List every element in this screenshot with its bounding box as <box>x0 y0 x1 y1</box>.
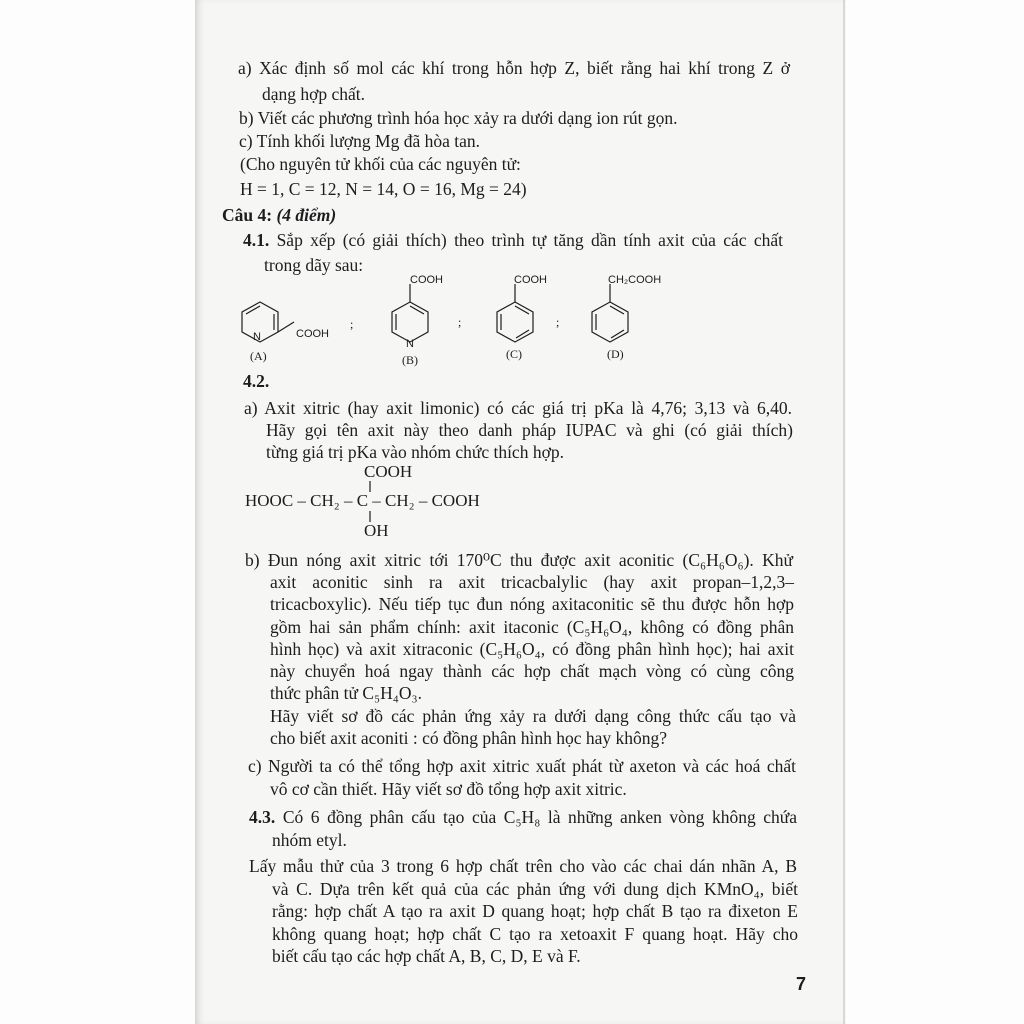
q43-line-1 <box>249 806 797 828</box>
q43-line-2: nhóm etyl. <box>272 830 347 850</box>
q43-para-line-5: biết cấu tạo các hợp chất A, B, C, D, E và F. <box>272 946 581 966</box>
part-a-line-2: dạng hợp chất. <box>262 84 366 104</box>
q41-number: 4.1. <box>243 230 270 250</box>
q43-number: 4.3. <box>249 807 276 827</box>
benzene-ring-c <box>497 302 533 342</box>
q42-b-line-1: b) Đun nóng axit xitric tới 170⁰C thu được axit aconitic (C₆H₆O₆). Khử <box>245 550 793 570</box>
q43-para-line-3: rằng: hợp chất A tạo ra axit D quang hoạt; hợp chất B tạo ra đixeton E <box>272 901 798 921</box>
formula-main: HOOC – CH₂ – C – CH₂ – COOH <box>245 491 480 510</box>
benzene-ring-d <box>592 302 628 342</box>
group-d: CH₂COOH <box>608 274 662 286</box>
q42-b-line-2: axit aconitic sinh ra axit tricacbalylic (hay axit propan–1,2,3– <box>270 572 794 592</box>
separator-3: ; <box>556 315 560 329</box>
q42-b-line-6: này chuyển hoá ngay thành các hợp chất mạch vòng có cùng công <box>270 661 794 681</box>
q42-b-line-5: hình học) và axit xitraconic (C₅H₆O₄, có đồng phân hình học); hai axit <box>270 639 794 659</box>
label-a: (A) <box>250 349 267 363</box>
q43-text: Có 6 đồng phân cấu tạo của C₅H₈ là những anken vòng không chứa <box>282 807 798 827</box>
q42-number: 4.2. <box>243 371 270 391</box>
formula-top: COOH <box>364 462 413 481</box>
pyridine-ring-b <box>392 302 428 342</box>
separator-1: ; <box>350 317 354 331</box>
note-line-1: (Cho nguyên tử khối của các nguyên tử: <box>240 154 521 174</box>
atom-n-a: N <box>253 331 261 343</box>
q42-b-line-7: thức phân tử C₅H₄O₃. <box>270 683 422 703</box>
question-4-label: Câu 4: <box>222 205 273 225</box>
q43-para-line-4: không quang hoạt; hợp chất C tạo ra xetoaxit F quang hoạt. Hãy cho <box>272 924 798 944</box>
part-a-line-1: a) Xác định số mol các khí trong hỗn hợp Z, biết rằng hai khí trong Z ở <box>238 58 790 78</box>
group-c: COOH <box>514 274 547 286</box>
q43-para-line-2: và C. Dựa trên kết quả của các phản ứng với dung dịch KMnO₄, biết <box>272 879 798 899</box>
question-4-points: (4 điểm) <box>276 205 337 225</box>
note-line-2: H = 1, C = 12, N = 14, O = 16, Mg = 24) <box>240 179 527 199</box>
label-d: (D) <box>607 347 624 361</box>
q42-a-line-2: Hãy gọi tên axit này theo danh pháp IUPAC và ghi (có giải thích) <box>266 420 793 440</box>
page-number: 7 <box>796 974 807 994</box>
q41-text: Sắp xếp (có giải thích) theo trình tự tăng dần tính axit của các chất <box>276 230 784 250</box>
q42-a-line-1: a) Axit xitric (hay axit limonic) có các giá trị pKa là 4,76; 3,13 và 6,40. <box>244 398 792 418</box>
part-c: c) Tính khối lượng Mg đã hòa tan. <box>239 131 481 151</box>
question-4-heading <box>222 204 336 226</box>
q42-b-line-3: tricacboxylic). Nếu tiếp tục đun nóng axitaconitic sẽ thu được hỗn hợp <box>270 594 794 614</box>
group-b: COOH <box>410 274 443 286</box>
acid-structures <box>220 272 720 368</box>
q42-c-line-2: vô cơ cần thiết. Hãy viết sơ đồ tổng hợp axit xitric. <box>270 779 627 799</box>
label-c: (C) <box>506 347 522 361</box>
label-b: (B) <box>402 353 418 367</box>
q41-line-2: trong dãy sau: <box>264 255 364 275</box>
q41-line-1 <box>243 229 783 251</box>
page-edge <box>843 0 845 1024</box>
q42-b-line-9: cho biết axit aconiti : có đồng phân hình học hay không? <box>270 728 668 748</box>
separator-2: ; <box>458 315 462 329</box>
q42-a-line-3: từng giá trị pKa vào nhóm chức thích hợp. <box>266 442 564 462</box>
q42-b-line-8: Hãy viết sơ đồ các phản ứng xảy ra dưới dạng công thức cấu tạo và <box>270 706 796 726</box>
q42-c-line-1: c) Người ta có thể tổng hợp axit xitric xuất phát từ axeton và các hoá chất <box>248 756 796 776</box>
citric-acid-formula <box>240 462 520 542</box>
formula-bottom: OH <box>364 521 389 540</box>
q43-para-line-1: Lấy mẫu thử của 3 trong 6 hợp chất trên cho vào các chai dán nhãn A, B <box>249 856 797 876</box>
group-a: COOH <box>296 328 329 340</box>
atom-n-b: N <box>406 338 414 350</box>
q42-b-line-4: gồm hai sản phẩm chính: axit itaconic (C₅H₆O₄, không có đồng phân <box>270 617 794 637</box>
part-b: b) Viết các phương trình hóa học xảy ra dưới dạng ion rút gọn. <box>239 108 678 128</box>
